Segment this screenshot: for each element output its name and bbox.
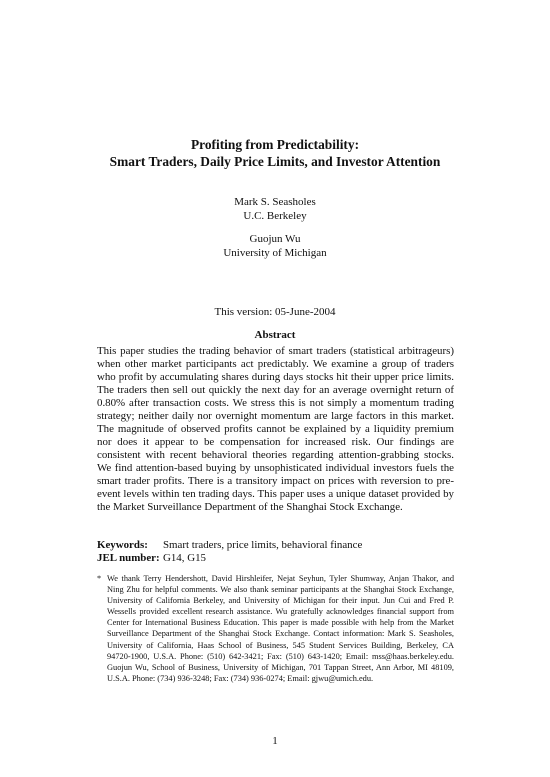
keywords-value: Smart traders, price limits, behavioral finance: [163, 539, 363, 551]
version-date: This version: 05-June-2004: [214, 306, 336, 318]
paper-title-line-2: Smart Traders, Daily Price Limits, and Investor Attention: [109, 154, 441, 169]
author-name-2: Guojun Wu: [249, 233, 301, 245]
author-name-1: Mark S. Seasholes: [234, 196, 316, 208]
keywords-row: [97, 539, 362, 552]
jel-value: G14, G15: [163, 552, 206, 564]
author-affiliation-1: U.C. Berkeley: [243, 210, 307, 222]
acknowledgement-footnote: [97, 573, 454, 684]
abstract-body: This paper studies the trading behavior of smart traders (statistical arbitrageurs) when other market participants act predictably. We examine a group of traders who profit by accumulating shares during days stocks hit their upper price limits. The traders then sell out quickly the next day for an average overnight return of 0.80% after transaction costs. We stress this is not simply a momentum trading strategy; neither daily nor overnight momentum are large factors in this market. The magnitude of observed profits cannot be explained by a liquidity premium nor does it appear to be compensation for increased risk. Our findings are consistent with recent behavioral theories regarding attention-grabbing stocks. We find attention-based buying by unsophisticated individual investors fuels the smart trader profits. There is a transitory impact on prices with reversion to pre-event levels within ten trading days. This paper uses a unique dataset provided by the Market Surveillance Department of the Shanghai Stock Exchange.: [97, 345, 454, 513]
footnote-marker: *: [97, 574, 102, 583]
jel-label: JEL number:: [97, 552, 160, 564]
author-affiliation-2: University of Michigan: [223, 247, 327, 259]
paper-title-line-1: Profiting from Predictability:: [190, 137, 360, 152]
page-number: 1: [272, 735, 278, 747]
keywords-label: Keywords:: [97, 539, 148, 551]
jel-row: [97, 552, 206, 565]
footnote-text: We thank Terry Hendershott, David Hirshleifer, Nejat Seyhun, Tyler Shumway, Anjan Thakor, and Ning Zhu for helpful comments. We also thank seminar participants at the Shanghai Stock Exchange, University of California Berkeley, and University of Michigan for their input. Jun Cui and Fred P. Wessells provided excellent research assistance. Wu gratefully acknowledges financial support from Center for International Business Education. This paper is made possible with help from the Market Surveillance Department of the Shanghai Stock Exchange. Contact information: Mark S. Seasholes, University of California, Haas School of Business, 545 Student Services Building, Berkeley, CA 94720-1900, U.S.A. Phone: (510) 642-3421; Fax: (510) 643-1420; Email: mss@haas.berkeley.edu. Guojun Wu, School of Business, University of Michigan, 701 Tappan Street, Ann Arbor, MI 48109, U.S.A. Phone: (734) 936-3248; Fax: (734) 936-0274; Email: gjwu@umich.edu.: [107, 574, 454, 683]
abstract-heading: Abstract: [254, 329, 296, 341]
